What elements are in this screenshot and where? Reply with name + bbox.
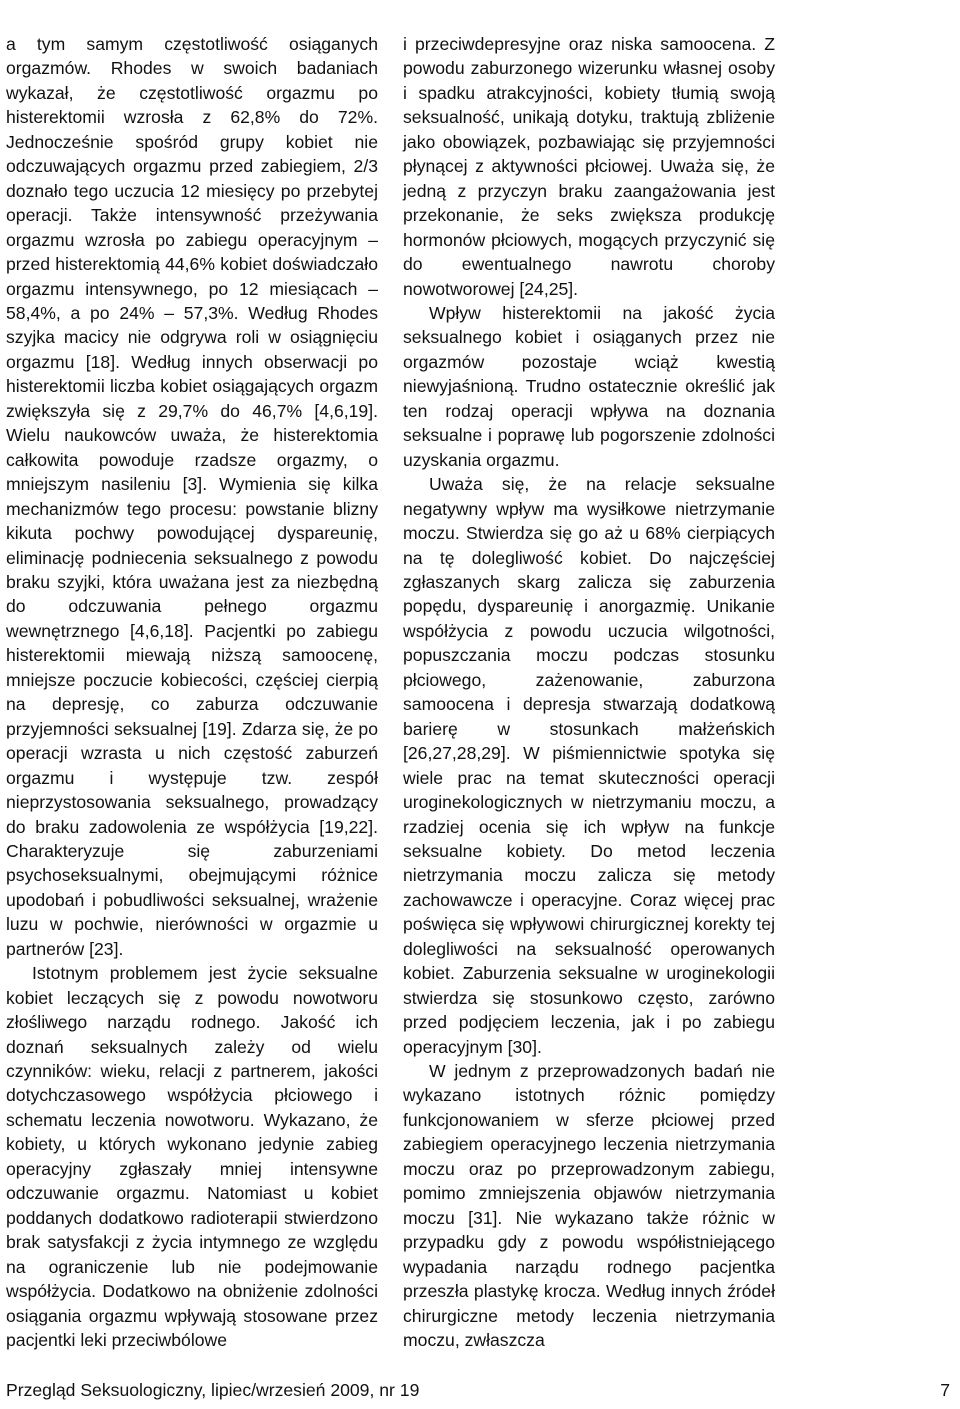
paragraph: Uważa się, że na relacje seksualne negatywny wpływ ma wysiłkowe nietrzymanie moczu. Stwierdza się go aż u 68% cierpiących na tę dolegliwość kobiet. Do najczęściej zgłaszanych skarg zalicza się zaburzenia popędu, dyspareunię i anorgazmię. Unikanie współżycia z powodu uczucia wilgotności, popuszczania moczu podczas stosunku płciowego, zażenowanie, zaburzona samoocena i depresja stwarzają dodatkową barierę w stosunkach małżeńskich [26,27,28,29]. W piśmiennictwie spotyka się wiele prac na temat skuteczności operacji uroginekologicznych w nietrzymaniu moczu, a rzadziej ocenia się ich wpływ na funkcje seksualne kobiety. Do metod leczenia nietrzymania moczu zalicza się metody zachowawcze i operacyjne. Coraz więcej prac poświęca się wpływowi chirurgicznej korekty tej dolegliwości na seksualność operowanych kobiet. Zaburzenia seksualne w uroginekologii stwierdza się stosunkowo często, zarówno przed podjęciem leczenia, jak i po zabiegu operacyjnym [30].	[403, 474, 775, 1057]
paragraph: a tym samym częstotliwość osiąganych orgazmów. Rhodes w swoich badaniach wykazał, że częstotliwość orgazmu po histerektomii wzrosła z 62,8% do 72%. Jednocześnie spośród grupy kobiet nie odczuwających orgazmu przed zabiegiem, 2/3 doznało tego uczucia 12 miesięcy po przebytej operacji. Także intensywność przeżywania orgazmu wzrosła po zabiegu operacyjnym – przed histerektomią 44,6% kobiet doświadczało orgazmu intensywnego, po 12 miesiącach – 58,4%, a po 24% – 57,3%. Według Rhodes szyjka macicy nie odgrywa roli w osiągnięciu orgazmu [18]. Według innych obserwacji po histerektomii liczba kobiet osiągających orgazm zwiększyła się z 29,7% do 46,7% [4,6,19]. Wielu naukowców uważa, że histerektomia całkowita powoduje rzadsze orgazmy, o mniejszym nasileniu [3]. Wymienia się kilka mechanizmów tego procesu: powstanie blizny kikuta pochwy powodującej dyspareunię, eliminację podniecenia seksualnego z powodu braku szyjki, która uważana jest za niezbędną do odczuwania pełnego orgazmu wewnętrznego [4,6,18]. Pacjentki po zabiegu histerektomii miewają niższą samoocenę, mniejsze poczucie kobiecości, częściej cierpią na depresję, co zaburza odczuwanie przyjemności seksualnej [19]. Zdarza się, że po operacji wzrasta u nich częstość zaburzeń orgazmu i występuje tzw. zespół nieprzystosowania seksualnego, prowadzący do braku zadowolenia ze współżycia [19,22]. Charakteryzuje się zaburzeniami psychoseksualnymi, obejmującymi różnice upodobań i pobudliwości seksualnej, wrażenie luzu w pochwie, nierówności w orgazmie u partnerów [23].	[6, 34, 378, 959]
left-column	[6, 32, 378, 1352]
journal-footer: Przegląd Seksuologiczny, lipiec/wrzesień 2009, nr 19	[6, 1380, 420, 1400]
paragraph: Wpływ histerektomii na jakość życia seksualnego kobiet i osiąganych przez nie orgazmów pozostaje wciąż kwestią niewyjaśnioną. Trudno ostatecznie określić jak ten rodzaj operacji wpływa na doznania seksualne i poprawę lub pogorszenie zdolności uzyskania orgazmu.	[403, 302, 775, 470]
paragraph: Istotnym problemem jest życie seksualne kobiet leczących się z powodu nowotworu złośliwego narządu rodnego. Jakość ich doznań seksualnych zależy od wielu czynników: wieku, relacji z partnerem, jakości dotychczasowego współżycia płciowego i schematu leczenia nowotworu. Wykazano, że kobiety, u których wykonano jedynie zabieg operacyjny zgłaszały mniej intensywne odczuwanie orgazmu. Natomiast u kobiet poddanych dodatkowo radioterapii stwierdzono brak satysfakcji z życia intymnego ze względu na ograniczenie lub nie podejmowanie współżycia. Dodatkowo na obniżenie zdolności osiągania orgazmu wpływają stosowane przez pacjentki leki przeciwbólowe	[6, 963, 378, 1351]
page-number: 7	[940, 1380, 950, 1400]
paragraph: i przeciwdepresyjne oraz niska samoocena. Z powodu zaburzonego wizerunku własnej osoby i spadku atrakcyjności, kobiety tłumią swoją seksualność, unikają dotyku, traktują zbliżenie jako obowiązek, pozbawiając się przyjemności płynącej z aktywności płciowej. Uważa się, że jedną z przyczyn braku zaangażowania jest przekonanie, że seks zwiększa produkcję hormonów płciowych, mogących przyczynić się do ewentualnego nawrotu choroby nowotworowej [24,25].	[403, 34, 775, 299]
right-column	[403, 32, 775, 1352]
paragraph: W jednym z przeprowadzonych badań nie wykazano istotnych różnic pomiędzy funkcjonowaniem w sferze płciowej przed zabiegiem operacyjnego leczenia nietrzymania moczu oraz po przeprowadzonym zabiegu, pomimo zmniejszenia objawów nietrzymania moczu [31]. Nie wykazano także różnic w przypadku gdy z powodu współistniejącego wypadania narządu rodnego pacjentka przeszła plastykę krocza. Według innych źródeł chirurgiczne metody leczenia nietrzymania moczu, zwłaszcza	[403, 1061, 775, 1351]
